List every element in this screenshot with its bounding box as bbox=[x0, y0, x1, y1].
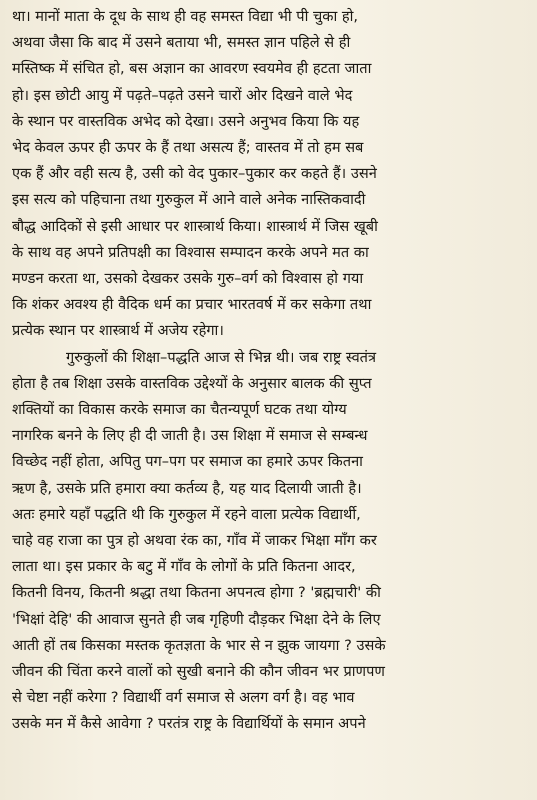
text-line: उसके मन में कैसे आवेगा ? परतंत्र राष्ट्र के विद्यार्थियों के समान अपने bbox=[12, 715, 366, 733]
text-line: होता है तब शिक्षा उसके वास्तविक उद्देश्यों के अनुसार बालक की सुप्त bbox=[12, 374, 372, 392]
text-line: नागरिक बनने के लिए ही दी जाती है। उस शिक्षा में समाज से सम्बन्ध bbox=[12, 427, 368, 445]
text-line: के साथ वह अपने प्रतिपक्षी का विश्वास सम्पादन करके अपने मत का bbox=[12, 243, 369, 261]
text-line: शक्तियों का विकास करके समाज का चैतन्यपूर्ण घटक तथा योग्य bbox=[12, 401, 347, 419]
text-line: आती हों तब किसका मस्तक कृतज्ञता के भार से न झुक जायगा ? उसके bbox=[12, 636, 386, 654]
text-line: इस सत्य को पहिचाना तथा गुरुकुल में आने वाले अनेक नास्तिकवादी bbox=[12, 191, 366, 209]
text-line: चाहे वह राजा का पुत्र हो अथवा रंक का, गाँव में जाकर भिक्षा माँग कर bbox=[12, 532, 377, 550]
text-line: अथवा जैसा कि बाद में उसने बताया भी, समस्त ज्ञान पहिले से ही bbox=[12, 34, 351, 52]
paragraph-1 bbox=[12, 4, 525, 345]
text-line: विच्छेद नहीं होता, अपितु पग–पग पर समाज का हमारे ऊपर कितना bbox=[12, 453, 363, 471]
text-line: अतः हमारे यहाँ पद्धति थी कि गुरुकुल में रहने वाला प्रत्येक विद्यार्थी, bbox=[12, 505, 361, 523]
text-line: एक हैं और वही सत्य है, उसी को वेद पुकार–पुकार कर कहते हैं। उसने bbox=[12, 165, 377, 183]
text-line: लाता था। इस प्रकार के बटु में गाँव के लोगों के प्रति कितना आदर, bbox=[12, 558, 356, 576]
text-line: ऋण है, उसके प्रति हमारा क्या कर्तव्य है, यह याद दिलायी जाती है। bbox=[12, 479, 362, 497]
text-line: 'भिक्षां देहि' की आवाज सुनते ही जब गृहिणी दौड़कर भिक्षा देने के लिए bbox=[12, 610, 381, 628]
paragraph-2 bbox=[12, 345, 525, 738]
text-line: बौद्ध आदिकों से इसी आधार पर शास्त्रार्थ किया। शास्त्रार्थ में जिस खूबी bbox=[12, 217, 378, 235]
text-line: के स्थान पर वास्तविक अभेद को देखा। उसने अनुभव किया कि यह bbox=[12, 112, 360, 130]
text-line: गुरुकुलों की शिक्षा–पद्धति आज से भिन्न थी। जब राष्ट्र स्वतंत्र bbox=[66, 348, 377, 366]
text-line: जीवन की चिंता करने वालों को सुखी बनाने की कौन जीवन भर प्राणपण bbox=[12, 663, 385, 681]
text-line: प्रत्येक स्थान पर शास्त्रार्थ में अजेय रहेगा। bbox=[12, 322, 224, 340]
text-line: मस्तिष्क में संचित हो, बस अज्ञान का आवरण स्वयमेव ही हटता जाता bbox=[12, 60, 372, 78]
text-line: कितनी विनय, कितनी श्रद्धा तथा कितना अपनत्व होगा ? 'ब्रह्मचारी' की bbox=[12, 584, 381, 602]
text-line: भेद केवल ऊपर ही ऊपर के हैं तथा असत्य हैं; वास्तव में तो हम सब bbox=[12, 139, 364, 157]
text-line: हो। इस छोटी आयु में पढ़ते–पढ़ते उसने चारों ओर दिखने वाले भेद bbox=[12, 86, 353, 104]
text-line: कि शंकर अवश्य ही वैदिक धर्म का प्रचार भारतवर्ष में कर सकेगा तथा bbox=[12, 296, 372, 314]
text-line: मण्डन करता था, उसको देखकर उसके गुरु–वर्ग को विश्वास हो गया bbox=[12, 270, 364, 288]
text-line: से चेष्टा नहीं करेगा ? विद्यार्थी वर्ग समाज से अलग वर्ग है। वह भाव bbox=[12, 689, 355, 707]
text-line: था। मानों माता के दूध के साथ ही वह समस्त विद्या भी पी चुका हो, bbox=[12, 8, 359, 25]
